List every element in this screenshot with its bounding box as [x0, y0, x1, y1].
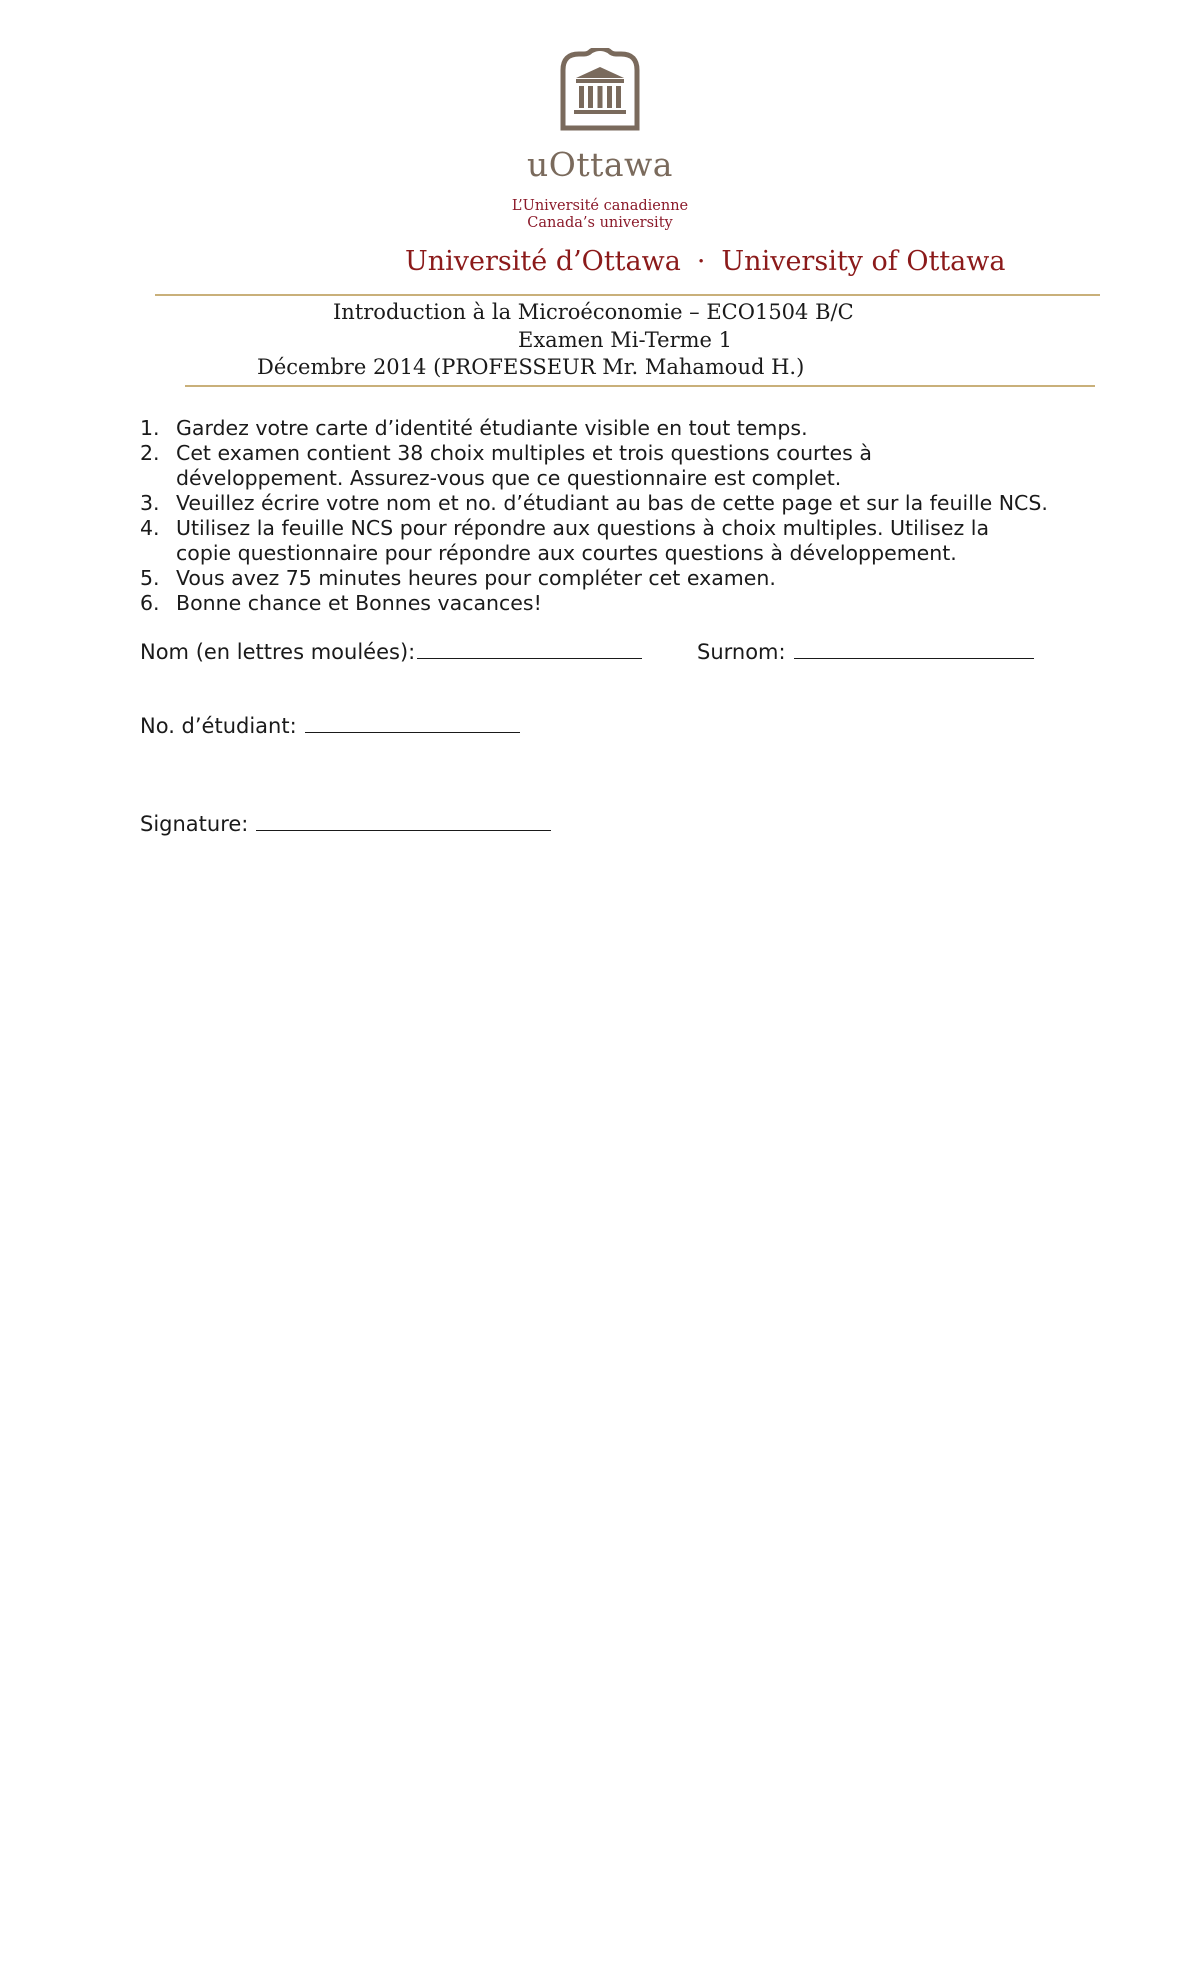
signature-field — [140, 810, 551, 836]
student-number-blank-line[interactable] — [305, 712, 520, 733]
instruction-number: 3. — [140, 491, 160, 515]
instruction-item — [140, 491, 1120, 516]
instruction-item — [140, 591, 1120, 616]
exam-date-professor: Décembre 2014 (PROFESSEUR Mr. Mahamoud H.) — [257, 355, 805, 379]
name-field — [140, 638, 642, 664]
instruction-item — [140, 441, 1120, 491]
instruction-number: 2. — [140, 441, 160, 465]
name-blank-line[interactable] — [417, 638, 642, 659]
uottawa-wordmark: uOttawa — [527, 145, 673, 184]
surname-blank-line[interactable] — [794, 638, 1034, 659]
instruction-number: 1. — [140, 416, 160, 440]
instruction-number: 5. — [140, 566, 160, 590]
instruction-text: développement. Assurez-vous que ce questionnaire est complet. — [176, 466, 842, 490]
instruction-text: Cet examen contient 38 choix multiples et trois questions courtes à — [176, 441, 872, 465]
instructions-list — [140, 416, 1120, 616]
logo-tagline-french: L’Université canadienne — [511, 198, 689, 214]
instruction-item — [140, 416, 1120, 441]
signature-blank-line[interactable] — [256, 810, 551, 831]
university-building-icon — [558, 48, 642, 132]
uottawa-logo — [0, 48, 1200, 132]
student-number-label: No. d’étudiant: — [140, 714, 297, 738]
name-field-label: Nom (en lettres moulées): — [140, 640, 416, 664]
instruction-text: Gardez votre carte d’identité étudiante visible en tout temps. — [176, 416, 808, 440]
instruction-text: Utilisez la feuille NCS pour répondre aux questions à choix multiples. Utilisez la — [176, 516, 990, 540]
instruction-text: Bonne chance et Bonnes vacances! — [176, 591, 542, 615]
instruction-text: Veuillez écrire votre nom et no. d’étudiant au bas de cette page et sur la feuille NCS. — [176, 491, 1048, 515]
instruction-text: Vous avez 75 minutes heures pour compléter cet examen. — [176, 566, 776, 590]
header-rule-bottom — [185, 385, 1095, 387]
name-separator: · — [696, 246, 706, 277]
course-title: Introduction à la Microéconomie – ECO1504 B/C — [333, 300, 854, 324]
instruction-number: 6. — [140, 591, 160, 615]
surname-field — [697, 638, 1034, 664]
exam-name: Examen Mi-Terme 1 — [518, 328, 733, 352]
signature-label: Signature: — [140, 812, 249, 836]
university-name-line — [405, 246, 1006, 277]
surname-field-label: Surnom: — [697, 640, 786, 664]
instruction-number: 4. — [140, 516, 160, 540]
instruction-item — [140, 516, 1120, 566]
header-rule-top — [155, 294, 1100, 296]
student-number-field — [140, 712, 520, 738]
logo-tagline-english: Canada’s university — [527, 215, 673, 231]
university-name-english: University of Ottawa — [721, 246, 1006, 277]
instruction-text: copie questionnaire pour répondre aux courtes questions à développement. — [176, 541, 957, 565]
university-name-french: Université d’Ottawa — [405, 246, 681, 277]
instruction-item — [140, 566, 1120, 591]
